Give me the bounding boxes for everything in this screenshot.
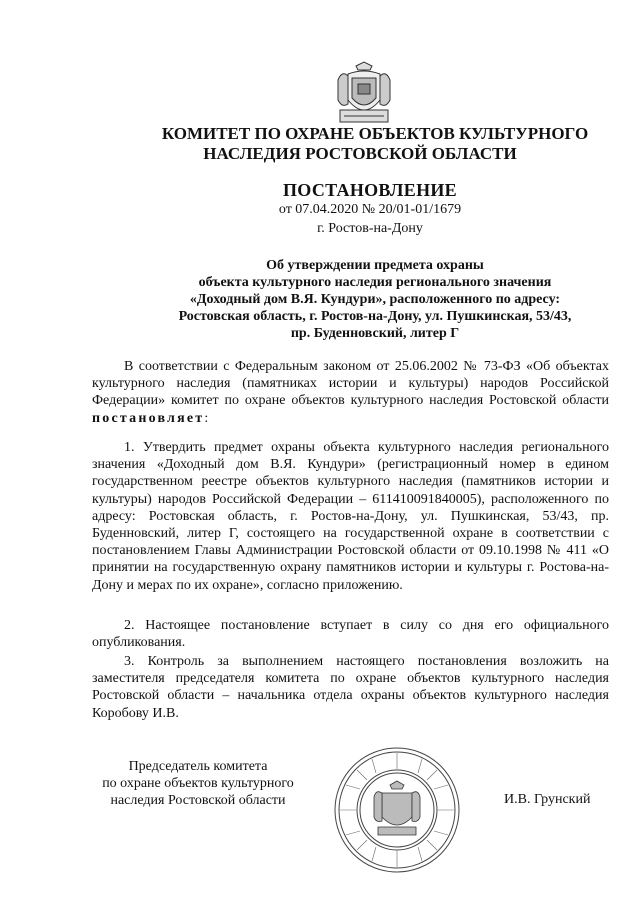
organization-name-line1: КОМИТЕТ ПО ОХРАНЕ ОБЪЕКТОВ КУЛЬТУРНОГО: [161, 124, 589, 143]
official-seal-icon: [332, 745, 462, 875]
subject-line: «Доходный дом В.Я. Кундури», расположенного по адресу:: [189, 292, 561, 307]
resolution-word: постановляет: [92, 410, 205, 426]
position-line: наследия Ростовской области: [110, 793, 286, 808]
item-3-text: 3. Контроль за выполнением настоящего постановления возложить на заместителя председателя комитета по охране объектов культурного наследия Ростовской области – начальника отдела охраны объектов культурного наследия Коробову И.В.: [92, 654, 609, 721]
position-line: Председатель комитета: [128, 759, 268, 774]
item-1-text: 1. Утвердить предмет охраны объекта культурного наследия регионального значения «Доходный дом В.Я. Кундури» (регистрационный номер в едином государственном реестре объектов культурного наследия (памятников истории и культуры) народов Российской Федерации – 611410091840005), расположенного по адресу: Ростовская область, г. Ростов-на-Дону, ул. Пушкинская, 53/43, пр. Буденновский, литер Г, состоящего на государственной охране в соответствии с постановлением Главы Администрации Ростовской области от 09.10.1998 № 411 «О принятии на государственную охрану памятников истории и культуры г. Ростова-на-Дону и мерах по их охране», согласно приложению.: [92, 440, 609, 593]
intro-colon: :: [204, 410, 209, 426]
position-line: по охране объектов культурного: [102, 776, 294, 791]
subject-line: объекта культурного наследия регионального значения: [198, 275, 552, 290]
item-1-paragraph: [92, 439, 609, 594]
document-number: от 07.04.2020 № 20/01-01/1679: [278, 202, 462, 217]
item-3-paragraph: [92, 653, 609, 722]
subject-line: Об утверждении предмета охраны: [266, 258, 484, 273]
coat-of-arms-icon: [334, 60, 394, 126]
signatory-position: [88, 758, 308, 809]
item-2-text: 2. Настоящее постановление вступает в силу со дня его официального опубликования.: [92, 618, 609, 651]
subject-line: пр. Буденновский, литер Г: [290, 326, 460, 341]
intro-text: В соответствии с Федеральным законом от 25.06.2002 № 73-ФЗ «Об объектах культурного наследия (памятниках истории и культуры) народов Российской Федерации» комитет по охране объектов культурного наследия Ростовской области: [92, 359, 609, 409]
intro-paragraph: [92, 358, 609, 427]
document-subject: [140, 257, 610, 342]
document-city: г. Ростов-на-Дону: [317, 221, 423, 236]
organization-name-line2: НАСЛЕДИЯ РОСТОВСКОЙ ОБЛАСТИ: [203, 144, 517, 163]
item-2-paragraph: [92, 617, 609, 651]
subject-line: Ростовская область, г. Ростов-на-Дону, ул. Пушкинская, 53/43,: [178, 309, 572, 324]
document-type: ПОСТАНОВЛЕНИЕ: [283, 180, 457, 200]
signatory-name: И.В. Грунский: [504, 792, 591, 807]
